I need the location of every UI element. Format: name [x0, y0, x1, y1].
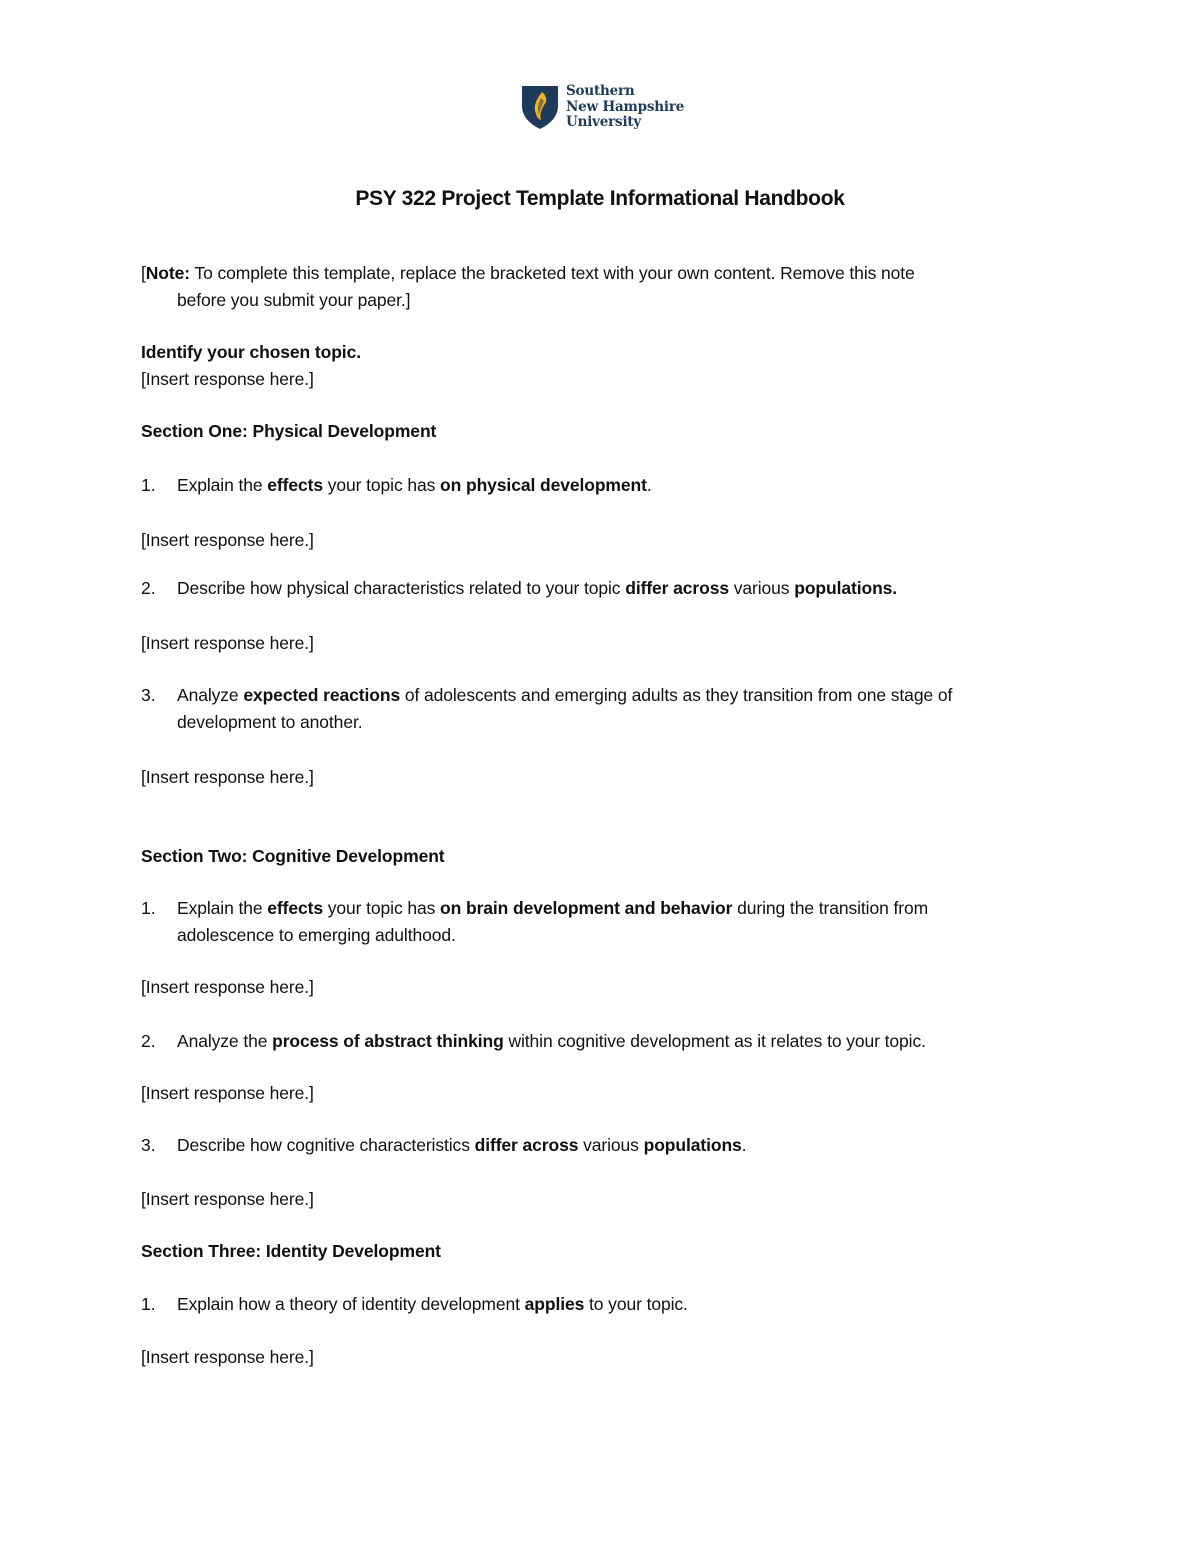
logo-wordmark — [566, 84, 684, 131]
logo-line-3: University — [566, 114, 642, 130]
text-run: your topic has — [322, 475, 441, 495]
text-run: Explain the — [177, 898, 268, 918]
bold-run: populations — [643, 1135, 742, 1155]
text-run: Describe how physical characteristics related to your topic — [177, 578, 626, 598]
section-two-heading: Section Two: Cognitive Development — [141, 846, 445, 866]
note-text-1: To complete this template, replace the bracketed text with your own content. Remove this note — [189, 263, 915, 283]
s1-q2-response: [Insert response here.] — [141, 633, 314, 653]
logo-line-2: New Hampshire — [566, 98, 685, 115]
s2-q1-text-line-2: adolescence to emerging adulthood. — [177, 925, 456, 945]
text-run: your topic has — [322, 898, 441, 918]
bold-run: effects — [267, 475, 323, 495]
bold-run: . — [892, 578, 898, 598]
bold-run: on physical development — [440, 475, 647, 495]
text-run: to your topic. — [584, 1294, 688, 1314]
text-run: Explain how a theory of identity development — [177, 1294, 525, 1314]
page-title: PSY 322 Project Template Informational Handbook — [355, 187, 845, 210]
list-number: 1. — [141, 1294, 156, 1314]
s3-q1-text — [177, 1291, 688, 1318]
text-run: various — [728, 578, 795, 598]
s2-q3-response: [Insert response here.] — [141, 1189, 314, 1209]
s1-q3-text — [177, 682, 952, 709]
text-run: . — [646, 475, 652, 495]
list-number: 3. — [141, 1135, 156, 1155]
text-run: Analyze the — [177, 1031, 273, 1051]
text-run: Describe how cognitive characteristics — [177, 1135, 475, 1155]
s2-q2-text — [177, 1028, 926, 1055]
list-number: 1. — [141, 475, 156, 495]
text-run: of adolescents and emerging adults as they transition from one stage of — [400, 685, 953, 705]
list-number: 2. — [141, 1031, 156, 1051]
note-label: Note: — [145, 263, 190, 283]
s3-q1-response: [Insert response here.] — [141, 1347, 314, 1367]
text-run: . — [741, 1135, 747, 1155]
bold-run: differ across — [474, 1135, 579, 1155]
text-run: Analyze — [177, 685, 244, 705]
topic-heading: Identify your chosen topic. — [141, 342, 361, 362]
bold-run: populations — [794, 578, 893, 598]
s1-q2-text — [177, 575, 897, 602]
bold-run: process of abstract thinking — [272, 1031, 504, 1051]
text-run: Explain the — [177, 475, 268, 495]
list-number: 2. — [141, 578, 156, 598]
s1-q1-response: [Insert response here.] — [141, 530, 314, 550]
s2-q3-text — [177, 1132, 746, 1159]
text-run: during the transition from — [732, 898, 929, 918]
s1-q3-text-line-2: development to another. — [177, 712, 363, 732]
section-three-heading: Section Three: Identity Development — [141, 1241, 441, 1261]
s2-q2-response: [Insert response here.] — [141, 1083, 314, 1103]
bold-run: effects — [267, 898, 323, 918]
s1-q3-response: [Insert response here.] — [141, 767, 314, 787]
shield-flame-icon — [520, 84, 560, 130]
bold-run: on brain development and behavior — [440, 898, 733, 918]
bold-run: applies — [524, 1294, 585, 1314]
note-line-2: before you submit your paper.] — [177, 290, 411, 310]
section-one-heading: Section One: Physical Development — [141, 421, 437, 441]
note-open-bracket: [ — [141, 263, 146, 283]
s1-q1-text — [177, 472, 652, 499]
bold-run: expected reactions — [243, 685, 401, 705]
logo-line-1: Southern — [566, 83, 635, 99]
text-run: within cognitive development as it relates to your topic. — [503, 1031, 926, 1051]
topic-response: [Insert response here.] — [141, 369, 314, 389]
list-number: 3. — [141, 685, 156, 705]
s2-q1-text — [177, 895, 928, 922]
bold-run: differ across — [625, 578, 729, 598]
note-line-1 — [141, 260, 915, 287]
text-run: various — [578, 1135, 644, 1155]
s2-q1-response: [Insert response here.] — [141, 977, 314, 997]
list-number: 1. — [141, 898, 156, 918]
snhu-logo — [520, 84, 684, 131]
